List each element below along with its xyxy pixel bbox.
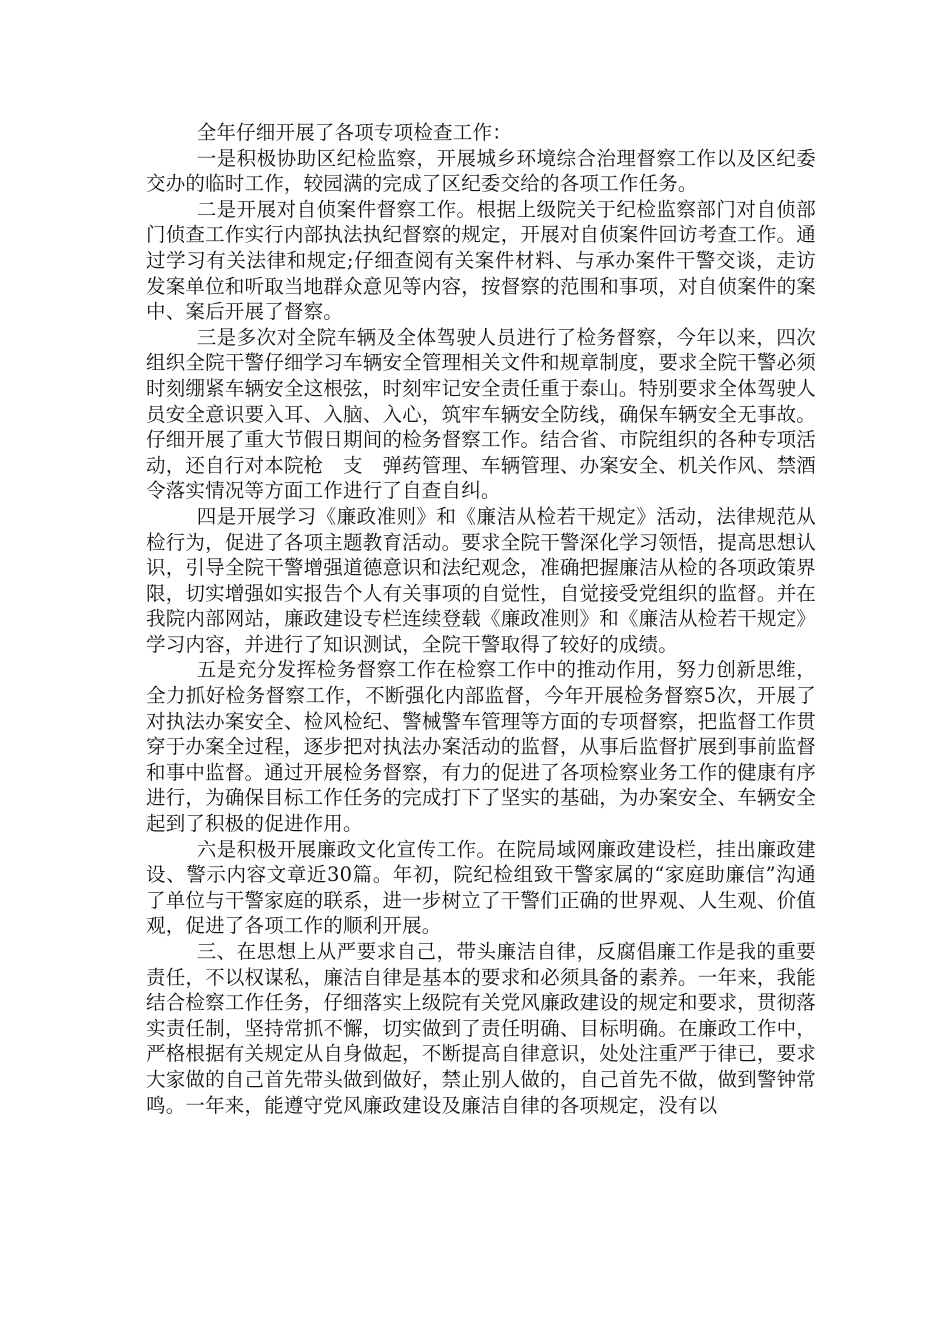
paragraph-item-4: 四是开展学习《廉政准则》和《廉洁从检若干规定》活动，法律规范从检行为，促进了各项主题教育活动。要求全院干警深化学习领悟，提高思想认识，引导全院干警增强道德意识和法纪观念，准确把握廉洁从检的各项政策界限，切实增强如实报告个人有关事项的自觉性，自觉接受党组织的监督。并在我院内部网站，廉政建设专栏连续登载《廉政准则》和《廉洁从检若干规定》学习内容，并进行了知识测试，全院干警取得了较好的成绩。 [146,504,816,656]
paragraph-item-3: 三是多次对全院车辆及全体驾驶人员进行了检务督察，今年以来，四次组织全院干警仔细学习车辆安全管理相关文件和规章制度，要求全院干警必须时刻绷紧车辆安全这根弦，时刻牢记安全责任重于泰山。特别要求全体驾驶人员安全意识要入耳、入脑、入心，筑牢车辆安全防线，确保车辆安全无事故。仔细开展了重大节假日期间的检务督察工作。结合省、市院组织的各种专项活动，还自行对本院枪 支 弹药管理、车辆管理、办案安全、机关作风、禁酒令落实情况等方面工作进行了自查自纠。 [146,325,816,503]
paragraph-intro: 全年仔细开展了各项专项检查工作： [196,121,512,144]
paragraph-item-2: 二是开展对自侦案件督察工作。根据上级院关于纪检监察部门对自侦部门侦查工作实行内部执法执纪督察的规定，开展对自侦案件回访考查工作。通过学习有关法律和规定;仔细查阅有关案件材料、与承办案件干警交谈，走访发案单位和听取当地群众意见等内容，按督察的范围和事项，对自侦案件的案中、案后开展了督察。 [146,197,816,324]
document-page [146,120,816,1118]
paragraph-item-6: 六是积极开展廉政文化宣传工作。在院局域网廉政建设栏，挂出廉政建设、警示内容文章近30篇。年初，院纪检组致干警家属的“家庭助廉信”沟通了单位与干警家庭的联系，进一步树立了干警们正确的世界观、人生观、价值观，促进了各项工作的顺利开展。 [146,837,816,938]
paragraph-item-5: 五是充分发挥检务督察工作在检察工作中的推动作用，努力创新思维，全力抓好检务督察工作，不断强化内部监督，今年开展检务督察5次，开展了对执法办案安全、检风检纪、警械警车管理等方面的专项督察，把监督工作贯穿于办案全过程，逐步把对执法办案活动的监督，从事后监督扩展到事前监督和事中监督。通过开展检务督察，有力的促进了各项检察业务工作的健康有序进行，为确保目标工作任务的完成打下了坚实的基础，为办案安全、车辆安全起到了积极的促进作用。 [146,658,816,836]
paragraph-section-3: 三、在思想上从严要求自己，带头廉洁自律，反腐倡廉工作是我的重要责任，不以权谋私，廉洁自律是基本的要求和必须具备的素养。一年来，我能结合检察工作任务，仔细落实上级院有关党风廉政建设的规定和要求，贯彻落实责任制，坚持常抓不懈，切实做到了责任明确、目标明确。在廉政工作中，严格根据有关规定从自身做起，不断提高自律意识，处处注重严于律已，要求大家做的自己首先带头做到做好，禁止别人做的，自己首先不做，做到警钟常鸣。一年来，能遵守党风廉政建设及廉洁自律的各项规定，没有以 [146,940,816,1117]
paragraph-item-1: 一是积极协助区纪检监察，开展城乡环境综合治理督察工作以及区纪委交办的临时工作，较园满的完成了区纪委交给的各项工作任务。 [146,146,816,196]
